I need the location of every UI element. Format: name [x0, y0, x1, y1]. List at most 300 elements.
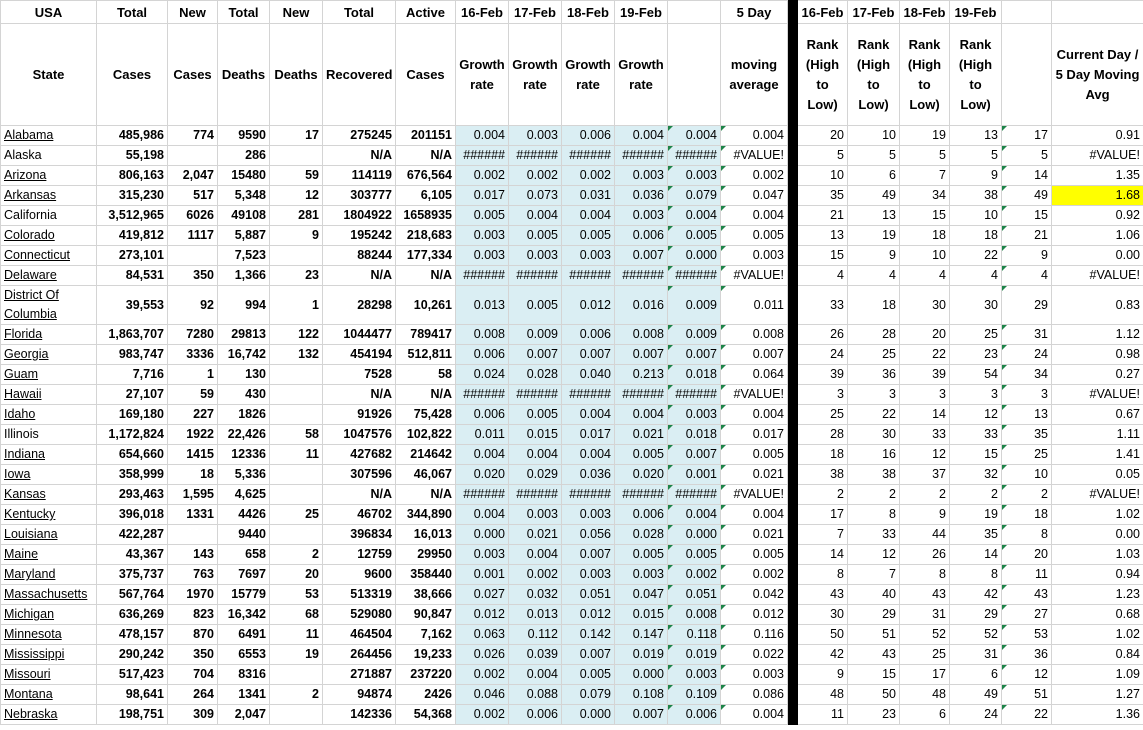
value-cell[interactable]: 58: [270, 425, 323, 445]
value-cell[interactable]: [168, 146, 218, 166]
rank-cell[interactable]: 19: [900, 126, 950, 146]
state-link[interactable]: Missouri: [1, 665, 97, 685]
rank-cell[interactable]: 49: [848, 186, 900, 206]
growth-cell[interactable]: 0.005: [562, 665, 615, 685]
growth-cell[interactable]: 0.005: [721, 545, 788, 565]
rank-cell[interactable]: 12: [1002, 665, 1052, 685]
growth-cell[interactable]: 0.004: [615, 405, 668, 425]
value-cell[interactable]: 46702: [323, 505, 396, 525]
growth-cell[interactable]: 0.006: [509, 705, 562, 725]
value-cell[interactable]: 98,641: [97, 685, 168, 705]
value-cell[interactable]: 1804922: [323, 206, 396, 226]
state-link[interactable]: Kentucky: [1, 505, 97, 525]
value-cell[interactable]: 19,233: [396, 645, 456, 665]
rank-cell[interactable]: 54: [950, 365, 1002, 385]
header-cell[interactable]: Growth rate: [562, 24, 615, 126]
growth-cell[interactable]: ######: [509, 266, 562, 286]
value-cell[interactable]: 2426: [396, 685, 456, 705]
rank-cell[interactable]: 2: [848, 485, 900, 505]
growth-cell[interactable]: 0.003: [509, 126, 562, 146]
value-cell[interactable]: 15779: [218, 585, 270, 605]
growth-cell[interactable]: 0.012: [562, 286, 615, 325]
rank-cell[interactable]: 4: [950, 266, 1002, 286]
ratio-cell[interactable]: 0.94: [1052, 565, 1143, 585]
rank-cell[interactable]: 33: [798, 286, 848, 325]
state-link[interactable]: Georgia: [1, 345, 97, 365]
value-cell[interactable]: 517: [168, 186, 218, 206]
rank-cell[interactable]: 6: [900, 705, 950, 725]
rank-cell[interactable]: 25: [798, 405, 848, 425]
growth-cell[interactable]: #VALUE!: [721, 385, 788, 405]
state-link[interactable]: Mississippi: [1, 645, 97, 665]
value-cell[interactable]: 427682: [323, 445, 396, 465]
growth-cell[interactable]: 0.021: [615, 425, 668, 445]
ratio-cell[interactable]: 1.02: [1052, 625, 1143, 645]
growth-cell[interactable]: 0.012: [721, 605, 788, 625]
rank-cell[interactable]: 43: [848, 645, 900, 665]
value-cell[interactable]: 870: [168, 625, 218, 645]
growth-cell[interactable]: 0.003: [668, 665, 721, 685]
header-cell[interactable]: Deaths: [218, 24, 270, 126]
rank-cell[interactable]: 34: [900, 186, 950, 206]
state-link[interactable]: Illinois: [1, 425, 97, 445]
growth-cell[interactable]: 0.021: [509, 525, 562, 545]
value-cell[interactable]: 485,986: [97, 126, 168, 146]
value-cell[interactable]: 1341: [218, 685, 270, 705]
growth-cell[interactable]: 0.027: [456, 585, 509, 605]
growth-cell[interactable]: 0.002: [668, 565, 721, 585]
growth-cell[interactable]: 0.013: [509, 605, 562, 625]
value-cell[interactable]: 7,716: [97, 365, 168, 385]
value-cell[interactable]: 2: [270, 545, 323, 565]
rank-cell[interactable]: 51: [848, 625, 900, 645]
value-cell[interactable]: 454194: [323, 345, 396, 365]
rank-cell[interactable]: 4: [848, 266, 900, 286]
rank-cell[interactable]: 25: [900, 645, 950, 665]
value-cell[interactable]: 143: [168, 545, 218, 565]
rank-cell[interactable]: 5: [848, 146, 900, 166]
rank-cell[interactable]: 38: [950, 186, 1002, 206]
growth-cell[interactable]: 0.003: [456, 246, 509, 266]
growth-cell[interactable]: 0.000: [562, 705, 615, 725]
growth-cell[interactable]: 0.040: [562, 365, 615, 385]
growth-cell[interactable]: 0.005: [668, 545, 721, 565]
rank-cell[interactable]: 22: [900, 345, 950, 365]
growth-cell[interactable]: 0.086: [721, 685, 788, 705]
growth-cell[interactable]: 0.000: [456, 525, 509, 545]
rank-cell[interactable]: 6: [848, 166, 900, 186]
state-link[interactable]: Michigan: [1, 605, 97, 625]
rank-cell[interactable]: 8: [900, 565, 950, 585]
rank-cell[interactable]: 42: [950, 585, 1002, 605]
value-cell[interactable]: N/A: [323, 146, 396, 166]
ratio-cell[interactable]: 0.83: [1052, 286, 1143, 325]
growth-cell[interactable]: 0.007: [668, 445, 721, 465]
rank-cell[interactable]: 43: [900, 585, 950, 605]
value-cell[interactable]: 2,047: [168, 166, 218, 186]
growth-cell[interactable]: 0.142: [562, 625, 615, 645]
growth-cell[interactable]: 0.003: [615, 206, 668, 226]
growth-cell[interactable]: 0.004: [721, 505, 788, 525]
value-cell[interactable]: 358,999: [97, 465, 168, 485]
rank-cell[interactable]: 7: [900, 166, 950, 186]
value-cell[interactable]: 94874: [323, 685, 396, 705]
rank-cell[interactable]: 36: [1002, 645, 1052, 665]
value-cell[interactable]: 15480: [218, 166, 270, 186]
rank-cell[interactable]: 33: [950, 425, 1002, 445]
header-cell[interactable]: [1052, 1, 1143, 24]
growth-cell[interactable]: ######: [668, 266, 721, 286]
state-link[interactable]: Iowa: [1, 465, 97, 485]
growth-cell[interactable]: 0.005: [562, 226, 615, 246]
growth-cell[interactable]: 0.002: [456, 166, 509, 186]
value-cell[interactable]: 130: [218, 365, 270, 385]
growth-cell[interactable]: 0.004: [509, 206, 562, 226]
rank-cell[interactable]: 8: [950, 565, 1002, 585]
growth-cell[interactable]: 0.005: [721, 226, 788, 246]
rank-cell[interactable]: 10: [1002, 465, 1052, 485]
rank-cell[interactable]: 49: [950, 685, 1002, 705]
growth-cell[interactable]: 0.073: [509, 186, 562, 206]
ratio-cell[interactable]: 0.00: [1052, 246, 1143, 266]
ratio-cell[interactable]: 1.11: [1052, 425, 1143, 445]
header-cell[interactable]: Deaths: [270, 24, 323, 126]
rank-cell[interactable]: 7: [798, 525, 848, 545]
rank-cell[interactable]: 40: [848, 585, 900, 605]
growth-cell[interactable]: 0.002: [721, 166, 788, 186]
header-cell[interactable]: [668, 1, 721, 24]
value-cell[interactable]: 6491: [218, 625, 270, 645]
growth-cell[interactable]: 0.006: [668, 705, 721, 725]
value-cell[interactable]: [270, 525, 323, 545]
growth-cell[interactable]: 0.007: [615, 705, 668, 725]
growth-cell[interactable]: 0.004: [509, 665, 562, 685]
header-cell[interactable]: Growth rate: [509, 24, 562, 126]
growth-cell[interactable]: 0.002: [509, 166, 562, 186]
value-cell[interactable]: 5,336: [218, 465, 270, 485]
rank-cell[interactable]: 8: [798, 565, 848, 585]
rank-cell[interactable]: 30: [900, 286, 950, 325]
rank-cell[interactable]: 49: [1002, 186, 1052, 206]
value-cell[interactable]: 1117: [168, 226, 218, 246]
growth-cell[interactable]: 0.004: [668, 206, 721, 226]
value-cell[interactable]: 264456: [323, 645, 396, 665]
rank-cell[interactable]: 9: [950, 166, 1002, 186]
value-cell[interactable]: 237220: [396, 665, 456, 685]
growth-cell[interactable]: ######: [456, 385, 509, 405]
value-cell[interactable]: 6553: [218, 645, 270, 665]
value-cell[interactable]: 12: [270, 186, 323, 206]
rank-cell[interactable]: 31: [950, 645, 1002, 665]
growth-cell[interactable]: 0.003: [668, 166, 721, 186]
value-cell[interactable]: [270, 705, 323, 725]
rank-cell[interactable]: 9: [798, 665, 848, 685]
value-cell[interactable]: 396834: [323, 525, 396, 545]
growth-cell[interactable]: 0.004: [456, 505, 509, 525]
value-cell[interactable]: 102,822: [396, 425, 456, 445]
growth-cell[interactable]: ######: [562, 146, 615, 166]
growth-cell[interactable]: ######: [615, 266, 668, 286]
value-cell[interactable]: 12759: [323, 545, 396, 565]
rank-cell[interactable]: 30: [798, 605, 848, 625]
growth-cell[interactable]: 0.003: [668, 405, 721, 425]
rank-cell[interactable]: 25: [950, 325, 1002, 345]
value-cell[interactable]: 198,751: [97, 705, 168, 725]
rank-cell[interactable]: 38: [848, 465, 900, 485]
rank-cell[interactable]: 20: [900, 325, 950, 345]
growth-cell[interactable]: 0.039: [509, 645, 562, 665]
state-link[interactable]: Maryland: [1, 565, 97, 585]
value-cell[interactable]: 46,067: [396, 465, 456, 485]
header-cell[interactable]: 5 Day: [721, 1, 788, 24]
rank-cell[interactable]: 24: [798, 345, 848, 365]
rank-cell[interactable]: 14: [950, 545, 1002, 565]
growth-cell[interactable]: 0.005: [509, 226, 562, 246]
rank-cell[interactable]: 52: [950, 625, 1002, 645]
value-cell[interactable]: [168, 525, 218, 545]
value-cell[interactable]: 6026: [168, 206, 218, 226]
growth-cell[interactable]: 0.001: [668, 465, 721, 485]
value-cell[interactable]: 7,523: [218, 246, 270, 266]
growth-cell[interactable]: ######: [509, 146, 562, 166]
growth-cell[interactable]: 0.022: [721, 645, 788, 665]
rank-cell[interactable]: 3: [1002, 385, 1052, 405]
value-cell[interactable]: 3,512,965: [97, 206, 168, 226]
rank-cell[interactable]: 21: [798, 206, 848, 226]
growth-cell[interactable]: #VALUE!: [721, 146, 788, 166]
growth-cell[interactable]: 0.036: [562, 465, 615, 485]
value-cell[interactable]: 567,764: [97, 585, 168, 605]
header-cell[interactable]: Cases: [396, 24, 456, 126]
value-cell[interactable]: 1658935: [396, 206, 456, 226]
growth-cell[interactable]: 0.005: [721, 445, 788, 465]
growth-cell[interactable]: ######: [456, 146, 509, 166]
growth-cell[interactable]: 0.004: [721, 206, 788, 226]
value-cell[interactable]: 303777: [323, 186, 396, 206]
value-cell[interactable]: 1,595: [168, 485, 218, 505]
value-cell[interactable]: 275245: [323, 126, 396, 146]
growth-cell[interactable]: 0.108: [615, 685, 668, 705]
value-cell[interactable]: 11: [270, 625, 323, 645]
ratio-cell[interactable]: 1.12: [1052, 325, 1143, 345]
header-cell[interactable]: USA: [1, 1, 97, 24]
growth-cell[interactable]: 0.019: [615, 645, 668, 665]
header-cell[interactable]: Cases: [168, 24, 218, 126]
growth-cell[interactable]: 0.003: [615, 166, 668, 186]
state-link[interactable]: Kansas: [1, 485, 97, 505]
growth-cell[interactable]: 0.047: [615, 585, 668, 605]
rank-cell[interactable]: 34: [1002, 365, 1052, 385]
growth-cell[interactable]: 0.003: [721, 665, 788, 685]
rank-cell[interactable]: 2: [798, 485, 848, 505]
header-cell[interactable]: Active: [396, 1, 456, 24]
rank-cell[interactable]: 10: [798, 166, 848, 186]
rank-cell[interactable]: 48: [798, 685, 848, 705]
value-cell[interactable]: 6,105: [396, 186, 456, 206]
growth-cell[interactable]: 0.004: [456, 445, 509, 465]
growth-cell[interactable]: ######: [615, 385, 668, 405]
value-cell[interactable]: 350: [168, 266, 218, 286]
value-cell[interactable]: 114119: [323, 166, 396, 186]
growth-cell[interactable]: 0.003: [562, 246, 615, 266]
growth-cell[interactable]: 0.032: [509, 585, 562, 605]
growth-cell[interactable]: 0.000: [668, 525, 721, 545]
rank-cell[interactable]: 18: [900, 226, 950, 246]
rank-cell[interactable]: 53: [1002, 625, 1052, 645]
rank-cell[interactable]: 37: [900, 465, 950, 485]
header-cell[interactable]: Cases: [97, 24, 168, 126]
value-cell[interactable]: 1044477: [323, 325, 396, 345]
growth-cell[interactable]: 0.004: [562, 206, 615, 226]
state-link[interactable]: Guam: [1, 365, 97, 385]
growth-cell[interactable]: ######: [456, 266, 509, 286]
growth-cell[interactable]: 0.008: [615, 325, 668, 345]
state-link[interactable]: Alaska: [1, 146, 97, 166]
value-cell[interactable]: 91926: [323, 405, 396, 425]
growth-cell[interactable]: 0.006: [562, 325, 615, 345]
value-cell[interactable]: 227: [168, 405, 218, 425]
header-cell[interactable]: [668, 24, 721, 126]
growth-cell[interactable]: ######: [668, 385, 721, 405]
ratio-cell[interactable]: 0.05: [1052, 465, 1143, 485]
rank-cell[interactable]: 15: [950, 445, 1002, 465]
ratio-cell[interactable]: 0.92: [1052, 206, 1143, 226]
rank-cell[interactable]: 7: [848, 565, 900, 585]
rank-cell[interactable]: 3: [900, 385, 950, 405]
growth-cell[interactable]: 0.008: [721, 325, 788, 345]
value-cell[interactable]: 28298: [323, 286, 396, 325]
value-cell[interactable]: N/A: [396, 485, 456, 505]
rank-cell[interactable]: 14: [798, 545, 848, 565]
growth-cell[interactable]: 0.018: [668, 365, 721, 385]
growth-cell[interactable]: 0.007: [615, 246, 668, 266]
growth-cell[interactable]: 0.064: [721, 365, 788, 385]
growth-cell[interactable]: 0.047: [721, 186, 788, 206]
growth-cell[interactable]: 0.009: [668, 286, 721, 325]
value-cell[interactable]: 195242: [323, 226, 396, 246]
header-cell[interactable]: Total: [97, 1, 168, 24]
value-cell[interactable]: 9600: [323, 565, 396, 585]
growth-cell[interactable]: 0.008: [668, 605, 721, 625]
growth-cell[interactable]: 0.005: [615, 445, 668, 465]
growth-cell[interactable]: 0.007: [562, 645, 615, 665]
value-cell[interactable]: 654,660: [97, 445, 168, 465]
ratio-cell[interactable]: 1.23: [1052, 585, 1143, 605]
value-cell[interactable]: 169,180: [97, 405, 168, 425]
header-cell[interactable]: Recovered: [323, 24, 396, 126]
header-cell[interactable]: 17-Feb: [509, 1, 562, 24]
header-cell[interactable]: 19-Feb: [950, 1, 1002, 24]
growth-cell[interactable]: ######: [562, 385, 615, 405]
value-cell[interactable]: 122: [270, 325, 323, 345]
rank-cell[interactable]: 2: [900, 485, 950, 505]
rank-cell[interactable]: 30: [848, 425, 900, 445]
value-cell[interactable]: [270, 365, 323, 385]
growth-cell[interactable]: 0.028: [509, 365, 562, 385]
value-cell[interactable]: 84,531: [97, 266, 168, 286]
growth-cell[interactable]: 0.213: [615, 365, 668, 385]
value-cell[interactable]: 29950: [396, 545, 456, 565]
rank-cell[interactable]: 32: [950, 465, 1002, 485]
rank-cell[interactable]: 18: [950, 226, 1002, 246]
value-cell[interactable]: 994: [218, 286, 270, 325]
value-cell[interactable]: 16,742: [218, 345, 270, 365]
ratio-cell[interactable]: #VALUE!: [1052, 385, 1143, 405]
ratio-cell[interactable]: 0.67: [1052, 405, 1143, 425]
state-link[interactable]: Colorado: [1, 226, 97, 246]
growth-cell[interactable]: 0.020: [615, 465, 668, 485]
rank-cell[interactable]: 24: [950, 705, 1002, 725]
growth-cell[interactable]: 0.003: [456, 226, 509, 246]
growth-cell[interactable]: 0.005: [668, 226, 721, 246]
rank-cell[interactable]: 36: [848, 365, 900, 385]
growth-cell[interactable]: ######: [668, 146, 721, 166]
rank-cell[interactable]: 14: [1002, 166, 1052, 186]
value-cell[interactable]: 2: [270, 685, 323, 705]
header-cell[interactable]: New: [270, 1, 323, 24]
rank-cell[interactable]: 4: [1002, 266, 1052, 286]
growth-cell[interactable]: ######: [562, 485, 615, 505]
growth-cell[interactable]: 0.109: [668, 685, 721, 705]
value-cell[interactable]: 142336: [323, 705, 396, 725]
rank-cell[interactable]: 11: [798, 705, 848, 725]
growth-cell[interactable]: 0.007: [721, 345, 788, 365]
growth-cell[interactable]: 0.016: [615, 286, 668, 325]
header-cell[interactable]: Growth rate: [615, 24, 668, 126]
growth-cell[interactable]: 0.028: [615, 525, 668, 545]
rank-cell[interactable]: 29: [950, 605, 1002, 625]
growth-cell[interactable]: 0.004: [615, 126, 668, 146]
growth-cell[interactable]: 0.011: [721, 286, 788, 325]
header-cell[interactable]: State: [1, 24, 97, 126]
value-cell[interactable]: 22,426: [218, 425, 270, 445]
growth-cell[interactable]: 0.008: [456, 325, 509, 345]
value-cell[interactable]: 16,013: [396, 525, 456, 545]
value-cell[interactable]: 218,683: [396, 226, 456, 246]
state-link[interactable]: District Of Columbia: [1, 286, 97, 325]
value-cell[interactable]: 38,666: [396, 585, 456, 605]
growth-cell[interactable]: 0.004: [509, 445, 562, 465]
ratio-cell[interactable]: 1.03: [1052, 545, 1143, 565]
growth-cell[interactable]: 0.003: [562, 565, 615, 585]
growth-cell[interactable]: 0.004: [562, 445, 615, 465]
growth-cell[interactable]: 0.112: [509, 625, 562, 645]
value-cell[interactable]: 704: [168, 665, 218, 685]
ratio-cell[interactable]: 0.98: [1052, 345, 1143, 365]
rank-cell[interactable]: 5: [900, 146, 950, 166]
value-cell[interactable]: 286: [218, 146, 270, 166]
rank-cell[interactable]: 26: [798, 325, 848, 345]
rank-cell[interactable]: 8: [1002, 525, 1052, 545]
ratio-cell[interactable]: 1.09: [1052, 665, 1143, 685]
state-link[interactable]: Delaware: [1, 266, 97, 286]
value-cell[interactable]: 43,367: [97, 545, 168, 565]
rank-cell[interactable]: 9: [848, 246, 900, 266]
rank-cell[interactable]: 30: [950, 286, 1002, 325]
value-cell[interactable]: 1331: [168, 505, 218, 525]
value-cell[interactable]: 12336: [218, 445, 270, 465]
header-cell[interactable]: Current Day / 5 Day Moving Avg: [1052, 24, 1143, 126]
value-cell[interactable]: 7280: [168, 325, 218, 345]
growth-cell[interactable]: 0.017: [721, 425, 788, 445]
ratio-cell[interactable]: 1.35: [1052, 166, 1143, 186]
growth-cell[interactable]: 0.003: [721, 246, 788, 266]
rank-cell[interactable]: 29: [848, 605, 900, 625]
growth-cell[interactable]: #VALUE!: [721, 485, 788, 505]
growth-cell[interactable]: 0.003: [615, 565, 668, 585]
growth-cell[interactable]: 0.007: [668, 345, 721, 365]
rank-cell[interactable]: 6: [950, 665, 1002, 685]
